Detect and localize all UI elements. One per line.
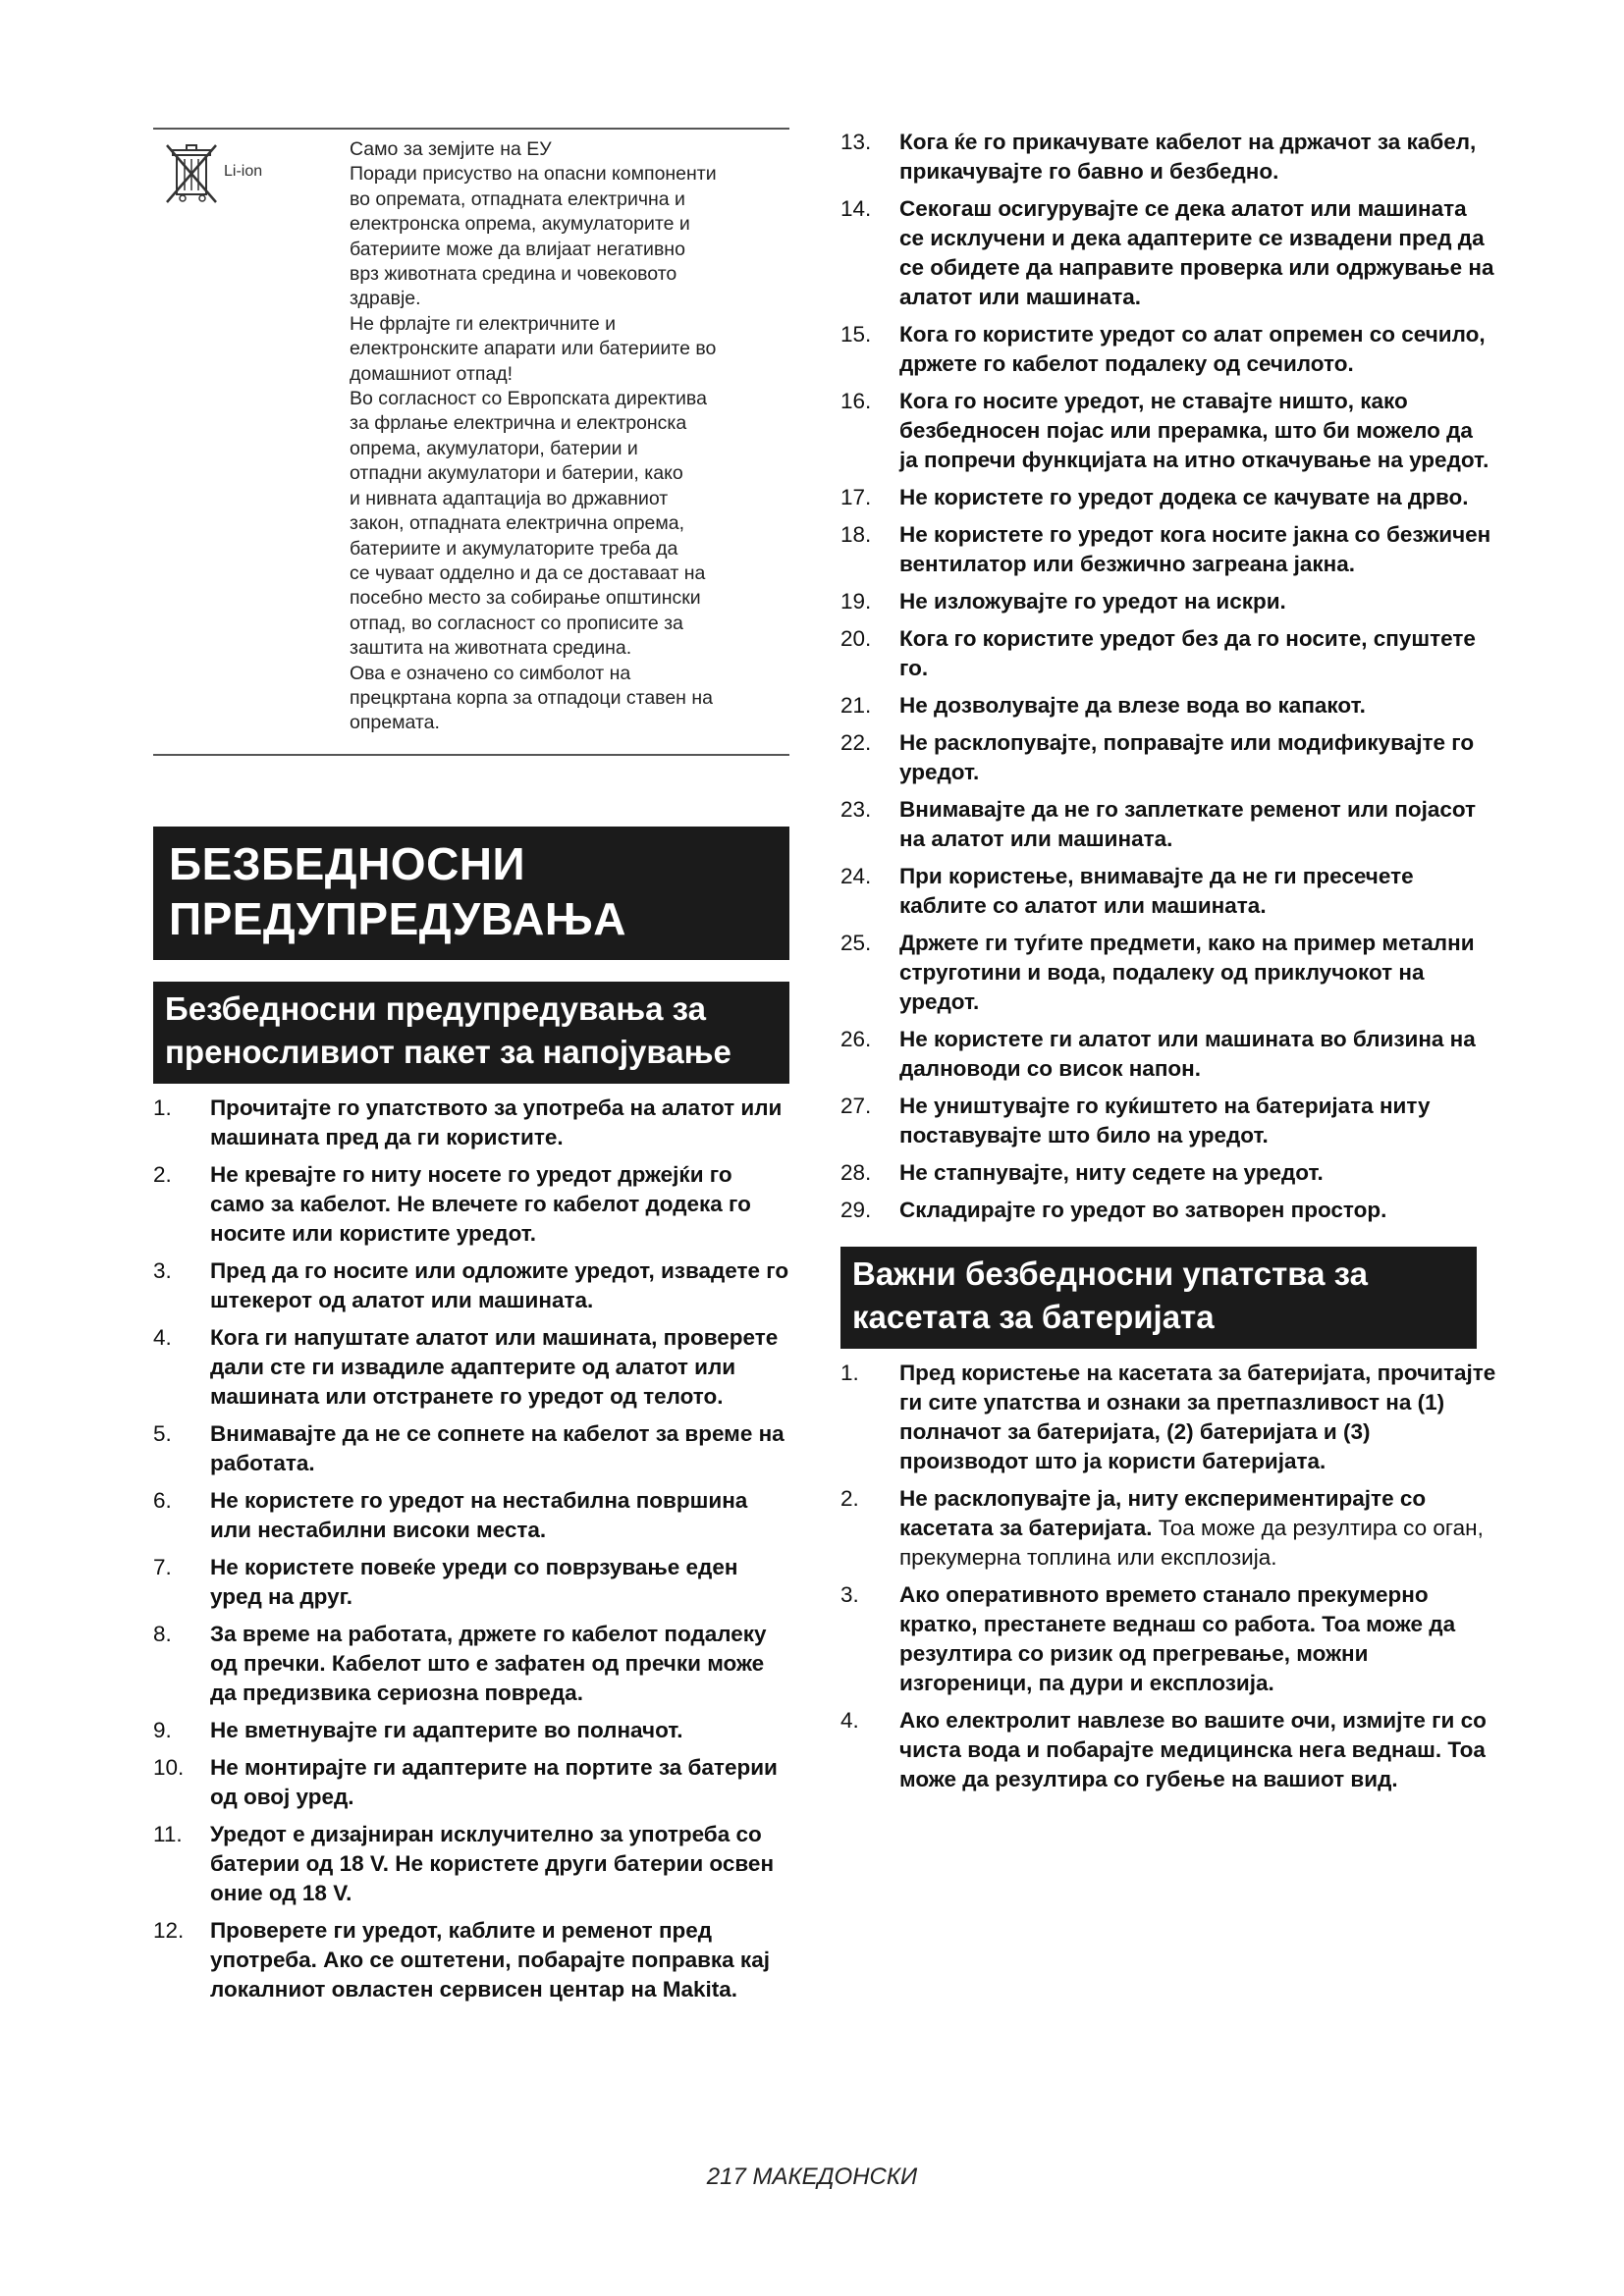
item-number: 13. — [840, 130, 872, 154]
item-number: 15. — [840, 322, 872, 347]
item-text: Не користете го уредот на нестабилна површина или нестабилни високи места. — [210, 1488, 748, 1542]
item-number: 24. — [840, 864, 872, 888]
item-text-normal: Тоа може да резултира со оган, прекумерна топлина или експлозија. — [899, 1516, 1484, 1570]
section2-heading: Важни безбедносни упатства за касетата за батеријата — [840, 1247, 1477, 1349]
item-text: Проверете ги уредот, каблите и ременот пред употреба. Ако се оштетени, побарајте поправка кај локалниот овластен сервисен центар на Makita. — [210, 1918, 770, 2002]
eu-notice-line: посебно место за собирање општински — [350, 587, 701, 610]
section1-list-left — [153, 1094, 789, 2004]
list-item — [840, 387, 1496, 475]
list-item — [840, 862, 1496, 921]
list-item — [840, 320, 1496, 379]
section1-heading: Безбедносни предупредувања за преносливиот пакет за напојување — [153, 982, 789, 1084]
item-text: За време на работата, држете го кабелот подалеку од пречки. Кабелот што е зафатен од пречки може да предизвика сериозна повреда. — [210, 1622, 767, 1705]
item-text-bold: Ако оперативното времето станало прекумерно кратко, престанете веднаш со работа. Тоа може да резултира со ризик од прегревање, можни изгореници, па дури и експлозија. — [899, 1582, 1456, 1695]
item-number: 28. — [840, 1160, 872, 1185]
item-text: Внимавајте да не го заплеткате ременот или појасот на алатот или машината. — [899, 797, 1477, 851]
list-item — [153, 1553, 789, 1612]
item-number: 19. — [840, 589, 872, 614]
item-number: 17. — [840, 485, 872, 509]
item-text: Не кревајте го ниту носете го уредот држејќи го само за кабелот. Не влечете го кабелот додека го носите или користите уредот. — [210, 1162, 751, 1246]
eu-notice-line: прецкртана корпа за отпадоци ставен на — [350, 686, 713, 709]
list-item — [840, 1092, 1496, 1150]
eu-notice-line: опрема, акумулатори, батерии и — [350, 437, 638, 459]
eu-notice-line: Не фрлајте ги електричните и — [350, 312, 617, 335]
eu-notice-line: Поради присуство на опасни компоненти — [350, 163, 717, 186]
item-text: При користење, внимавајте да не ги пресечете каблите со алатот или машината. — [899, 864, 1414, 918]
list-item — [153, 1256, 789, 1315]
item-text: Држете ги туѓите предмети, како на пример метални струготини и вода, подалеку од приклучокот на уредот. — [899, 931, 1475, 1014]
item-number: 4. — [153, 1325, 172, 1350]
eu-notice-line: електронските апарати или батериите во — [350, 338, 717, 360]
item-text: Пред да го носите или одложите уредот, извадете го штекерот од алатот или машината. — [210, 1258, 789, 1312]
item-text: Секогаш осигурувајте се дека алатот или машината се исклучени и дека адаптерите се извадени пред да се обидете да направите проверка или одржување на алатот или машината. — [899, 196, 1494, 309]
list-item — [840, 1706, 1496, 1794]
item-text: Не монтирајте ги адаптерите на портите за батерии од овој уред. — [210, 1755, 778, 1809]
list-item — [153, 1620, 789, 1708]
item-number: 2. — [153, 1162, 172, 1187]
item-number: 25. — [840, 931, 872, 955]
list-item — [840, 1580, 1496, 1698]
eu-notice-line: за фрлање електрична и електронска — [350, 412, 687, 435]
eu-notice-line: батериите и акумулаторите треба да — [350, 537, 678, 560]
eu-notice-line: заштита на животната средина. — [350, 637, 632, 660]
list-item — [153, 1916, 789, 2004]
eu-notice-line: електронска опрема, акумулаторите и — [350, 213, 690, 236]
list-item — [840, 483, 1496, 512]
list-item — [840, 1359, 1496, 1476]
item-text-bold: Ако електролит навлезе во вашите очи, измијте ги со чиста вода и побарајте медицинска нега веднаш. Тоа може да резултира со губење на вашиот вид. — [899, 1708, 1487, 1791]
item-number: 5. — [153, 1421, 172, 1446]
item-number: 22. — [840, 730, 872, 755]
eu-notice-line: опремата. — [350, 712, 440, 734]
item-number: 3. — [840, 1582, 859, 1607]
item-text: Кога го носите уредот, не ставајте ништо, како безбедносен појас или прерамка, што би можело да ја попречи функцијата на итно откачување на уредот. — [899, 389, 1489, 472]
list-item — [153, 1820, 789, 1908]
item-text: Не користете го уредот кога носите јакна со безжичен вентилатор или безжично загреана јакна. — [899, 522, 1491, 576]
list-item — [153, 1419, 789, 1478]
item-number: 11. — [153, 1822, 183, 1846]
item-number: 16. — [840, 389, 872, 413]
eu-notice-line: Во согласност со Европската директива — [350, 388, 707, 410]
item-text: Не изложувајте го уредот на искри. — [899, 589, 1286, 614]
list-item — [840, 1196, 1496, 1225]
list-item — [840, 691, 1496, 721]
item-text-bold: Не расклопувајте ја, ниту експериментирајте со касетата за батеријата. — [899, 1486, 1427, 1540]
eu-notice-line: се чуваат одделно и да се доставаат на — [350, 561, 706, 584]
list-item — [840, 795, 1496, 854]
list-item — [153, 1753, 789, 1812]
item-text: Уредот е дизајниран исклучително за употреба со батерии од 18 V. Не користете други батерии освен оние од 18 V. — [210, 1822, 775, 1905]
li-ion-label: Li-ion — [224, 163, 263, 180]
list-item — [840, 128, 1496, 187]
item-number: 26. — [840, 1027, 872, 1051]
eu-notice-line: и нивната адаптација во државниот — [350, 487, 669, 509]
list-item — [153, 1716, 789, 1745]
item-number: 3. — [153, 1258, 172, 1283]
item-number: 1. — [153, 1095, 172, 1120]
item-text: Складирајте го уредот во затворен простор. — [899, 1198, 1387, 1222]
list-item — [153, 1323, 789, 1412]
list-item — [840, 1158, 1496, 1188]
item-number: 9. — [153, 1718, 172, 1742]
eu-notice-line: здравје. — [350, 288, 421, 310]
eu-notice-line: врз животната средина и човековото — [350, 263, 677, 286]
item-number: 23. — [840, 797, 872, 822]
item-text: Не стапнувајте, ниту седете на уредот. — [899, 1160, 1324, 1185]
list-item — [153, 1486, 789, 1545]
left-column — [153, 128, 789, 2012]
eu-notice-line: домашниот отпад! — [350, 362, 514, 385]
item-number: 6. — [153, 1488, 172, 1513]
list-item — [840, 624, 1496, 683]
item-text: Кога го користите уредот без да го носите, спуштете го. — [899, 626, 1476, 680]
item-text: Кога ќе го прикачувате кабелот на држачот за кабел, прикачувајте го бавно и безбедно. — [899, 130, 1477, 184]
eu-notice-line: закон, отпадната електрична опрема, — [350, 512, 685, 535]
list-item — [153, 1094, 789, 1152]
item-number: 29. — [840, 1198, 872, 1222]
list-item — [840, 1025, 1496, 1084]
item-text: Не користете ги алатот или машината во близина на далноводи со висок напон. — [899, 1027, 1476, 1081]
item-text: Не користете го уредот додека се качувате на дрво. — [899, 485, 1469, 509]
item-number: 7. — [153, 1555, 172, 1579]
page-footer: 217 МАКЕДОНСКИ — [706, 2163, 918, 2190]
item-number: 1. — [840, 1361, 859, 1385]
eu-notice-text — [350, 137, 789, 736]
item-number: 8. — [153, 1622, 172, 1646]
item-text: Не уништувајте го куќиштето на батеријата ниту поставувајте што било на уредот. — [899, 1094, 1431, 1148]
item-text: Кога ги напуштате алатот или машината, проверете дали сте ги извадиле адаптерите од алатот или машината или отстранете го уредот од телото. — [210, 1325, 779, 1409]
item-text: Кога го користите уредот со алат опремен со сечило, држете го кабелот подалеку од сечилото. — [899, 322, 1486, 376]
eu-disposal-notice — [153, 128, 789, 756]
item-text: Не вметнувајте ги адаптерите во полначот. — [210, 1718, 683, 1742]
item-number: 10. — [153, 1755, 185, 1780]
item-number: 20. — [840, 626, 872, 651]
section1-list-right — [840, 128, 1496, 1225]
item-text-bold: Пред користење на касетата за батеријата, прочитајте ги сите упатства и ознаки за претпазливост на (1) полначот за батеријата, (2) батеријата и (3) производот што ја користи батеријата. — [899, 1361, 1496, 1473]
item-number: 21. — [840, 693, 872, 718]
item-number: 18. — [840, 522, 872, 547]
eu-notice-line: Ова е означено со симболот на — [350, 662, 631, 684]
right-column — [840, 128, 1496, 1802]
item-text: Не дозволувајте да влезе вода во капакот. — [899, 693, 1366, 718]
list-item — [840, 929, 1496, 1017]
item-text: Внимавајте да не се сопнете на кабелот за време на работата. — [210, 1421, 785, 1475]
item-number: 14. — [840, 196, 872, 221]
eu-notice-line: отпадни акумулатори и батерии, како — [350, 462, 683, 485]
list-item — [840, 520, 1496, 579]
list-item — [840, 587, 1496, 616]
item-number: 27. — [840, 1094, 872, 1118]
list-item — [840, 1484, 1496, 1573]
list-item — [153, 1160, 789, 1249]
main-heading: БЕЗБЕДНОСНИ ПРЕДУПРЕДУВАЊА — [153, 827, 789, 960]
eu-notice-line: Само за земјите на ЕУ — [350, 138, 552, 160]
item-text: Не расклопувајте, поправајте или модификувајте го уредот. — [899, 730, 1475, 784]
item-number: 4. — [840, 1708, 859, 1733]
list-item — [840, 194, 1496, 312]
eu-notice-line: батериите може да влијаат негативно — [350, 238, 685, 260]
item-text: Не користете повеќе уреди со поврзување еден уред на друг. — [210, 1555, 738, 1609]
eu-notice-line: отпад, во согласност со прописите за — [350, 612, 683, 634]
item-text: Прочитајте го упатството за употреба на алатот или машината пред да ги користите. — [210, 1095, 783, 1149]
item-number: 12. — [153, 1918, 185, 1943]
section2-list — [840, 1359, 1496, 1794]
list-item — [840, 728, 1496, 787]
crossed-bin-icon — [163, 141, 222, 210]
item-number: 2. — [840, 1486, 859, 1511]
eu-notice-line: во опремата, отпадната електрична и — [350, 187, 685, 210]
